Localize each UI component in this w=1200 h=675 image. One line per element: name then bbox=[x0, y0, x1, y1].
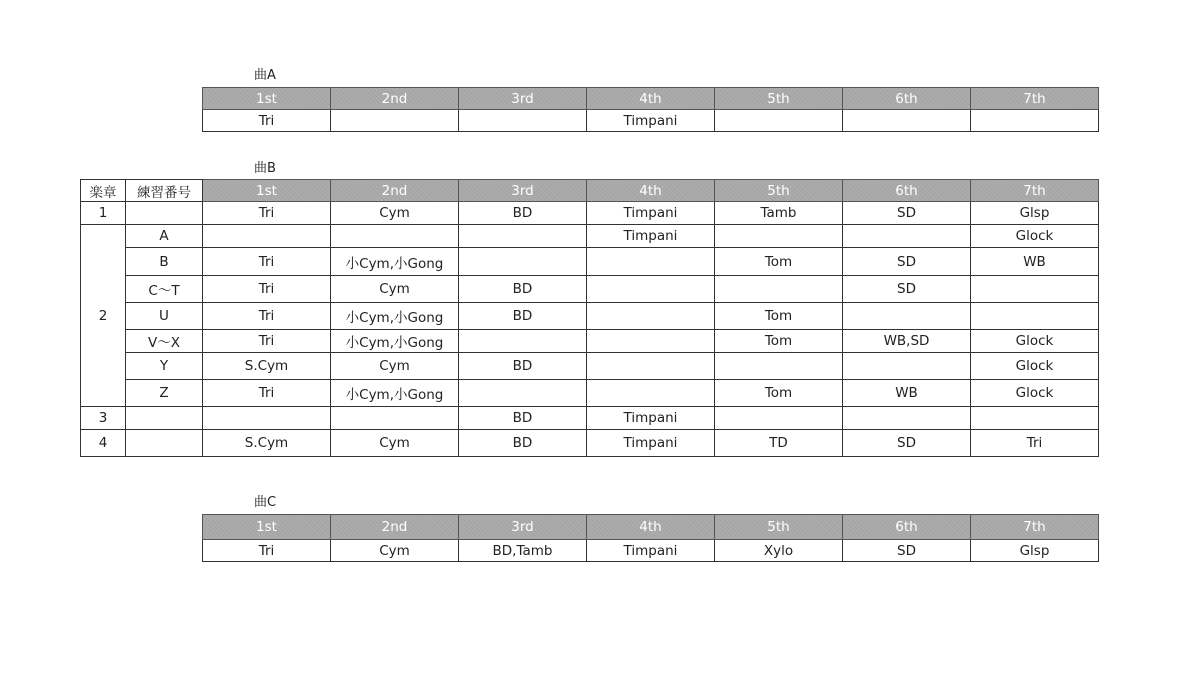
table-cell: Glock bbox=[971, 380, 1099, 407]
table-cell: BD bbox=[459, 430, 587, 457]
table-row bbox=[81, 430, 1099, 457]
header-cell: 4th bbox=[587, 180, 715, 202]
table-row bbox=[203, 540, 1099, 562]
table-cell: Cym bbox=[331, 540, 459, 562]
rehearsal-header: 練習番号 bbox=[126, 180, 203, 202]
header-cell: 4th bbox=[587, 515, 715, 540]
table-cell: 小Cym,小Gong bbox=[331, 303, 459, 330]
table-cell: Tri bbox=[203, 540, 331, 562]
header-cell: 7th bbox=[971, 515, 1099, 540]
table-cell: Tri bbox=[203, 276, 331, 303]
rehearsal-cell: C～T bbox=[126, 276, 203, 303]
table-cell bbox=[203, 407, 331, 430]
movement-cell: 4 bbox=[81, 430, 126, 457]
table-cell: Timpani bbox=[587, 540, 715, 562]
header-cell: 2nd bbox=[331, 515, 459, 540]
header-cell: 6th bbox=[843, 515, 971, 540]
table-cell: SD bbox=[843, 276, 971, 303]
table-cell: Tri bbox=[203, 330, 331, 353]
table-cell: Tri bbox=[203, 380, 331, 407]
table-cell: BD bbox=[459, 202, 587, 225]
table-cell: Tri bbox=[971, 430, 1099, 457]
table-cell bbox=[843, 303, 971, 330]
table-cell: BD bbox=[459, 407, 587, 430]
table-cell bbox=[587, 248, 715, 276]
table-cell: SD bbox=[843, 430, 971, 457]
table-row bbox=[81, 303, 1099, 330]
table-cell: WB bbox=[843, 380, 971, 407]
table-cell: 小Cym,小Gong bbox=[331, 248, 459, 276]
table-cell: BD bbox=[459, 276, 587, 303]
table-row bbox=[81, 380, 1099, 407]
table-cell bbox=[715, 407, 843, 430]
table-row bbox=[81, 407, 1099, 430]
header-cell: 5th bbox=[715, 515, 843, 540]
table-row bbox=[81, 248, 1099, 276]
rehearsal-cell: U bbox=[126, 303, 203, 330]
song-b-table bbox=[80, 179, 1099, 457]
table-cell: Glsp bbox=[971, 202, 1099, 225]
table-row bbox=[81, 202, 1099, 225]
header-cell: 1st bbox=[203, 515, 331, 540]
table-cell: Xylo bbox=[715, 540, 843, 562]
table-cell: Tri bbox=[203, 248, 331, 276]
table-cell bbox=[203, 225, 331, 248]
header-cell: 3rd bbox=[459, 515, 587, 540]
movement-cell: 1 bbox=[81, 202, 126, 225]
table-row bbox=[81, 353, 1099, 380]
table-cell: SD bbox=[843, 202, 971, 225]
song-a-title: 曲A bbox=[254, 68, 276, 83]
table-cell bbox=[971, 303, 1099, 330]
table-cell: Timpani bbox=[587, 110, 715, 132]
table-cell bbox=[587, 353, 715, 380]
table-cell: Cym bbox=[331, 276, 459, 303]
table-cell bbox=[587, 276, 715, 303]
header-cell: 7th bbox=[971, 180, 1099, 202]
table-cell: 小Cym,小Gong bbox=[331, 330, 459, 353]
table-cell bbox=[459, 110, 587, 132]
table-cell: SD bbox=[843, 540, 971, 562]
table-row bbox=[81, 225, 1099, 248]
header-cell: 7th bbox=[971, 88, 1099, 110]
table-cell bbox=[587, 303, 715, 330]
rehearsal-cell: A bbox=[126, 225, 203, 248]
table-cell: Tri bbox=[203, 110, 331, 132]
table-cell: Timpani bbox=[587, 407, 715, 430]
header-cell: 5th bbox=[715, 88, 843, 110]
song-c-title: 曲C bbox=[254, 495, 277, 510]
table-cell bbox=[459, 330, 587, 353]
table-cell: BD bbox=[459, 303, 587, 330]
table-row bbox=[81, 330, 1099, 353]
movement-header: 楽章 bbox=[81, 180, 126, 202]
table-cell: S.Cym bbox=[203, 353, 331, 380]
header-cell: 1st bbox=[203, 88, 331, 110]
header-cell: 3rd bbox=[459, 88, 587, 110]
table-cell bbox=[843, 407, 971, 430]
table-cell bbox=[331, 225, 459, 248]
table-cell bbox=[459, 248, 587, 276]
table-cell: WB bbox=[971, 248, 1099, 276]
table-cell bbox=[971, 407, 1099, 430]
table-cell: Tri bbox=[203, 202, 331, 225]
table-cell: Tom bbox=[715, 303, 843, 330]
table-cell: Tom bbox=[715, 330, 843, 353]
rehearsal-cell: V～X bbox=[126, 330, 203, 353]
rehearsal-cell: B bbox=[126, 248, 203, 276]
table-cell bbox=[715, 225, 843, 248]
song-a-table bbox=[202, 87, 1099, 132]
table-cell: Tom bbox=[715, 248, 843, 276]
header-cell: 1st bbox=[203, 180, 331, 202]
rehearsal-cell bbox=[126, 202, 203, 225]
table-cell bbox=[459, 225, 587, 248]
table-cell bbox=[331, 110, 459, 132]
rehearsal-cell: Z bbox=[126, 380, 203, 407]
table-cell bbox=[587, 380, 715, 407]
table-cell: Glock bbox=[971, 330, 1099, 353]
table-cell: S.Cym bbox=[203, 430, 331, 457]
table-cell bbox=[715, 276, 843, 303]
table-header-row bbox=[203, 88, 1099, 110]
table-cell: Glock bbox=[971, 353, 1099, 380]
table-cell bbox=[715, 110, 843, 132]
header-cell: 2nd bbox=[331, 180, 459, 202]
table-cell bbox=[459, 380, 587, 407]
table-cell: Glsp bbox=[971, 540, 1099, 562]
table-cell: Tamb bbox=[715, 202, 843, 225]
header-cell: 2nd bbox=[331, 88, 459, 110]
rehearsal-cell bbox=[126, 430, 203, 457]
header-cell: 3rd bbox=[459, 180, 587, 202]
table-cell bbox=[843, 353, 971, 380]
table-cell: TD bbox=[715, 430, 843, 457]
table-row bbox=[81, 276, 1099, 303]
song-b-title: 曲B bbox=[254, 161, 276, 176]
table-cell: BD,Tamb bbox=[459, 540, 587, 562]
rehearsal-cell bbox=[126, 407, 203, 430]
movement-cell: 2 bbox=[81, 225, 126, 407]
table-cell bbox=[715, 353, 843, 380]
header-cell: 4th bbox=[587, 88, 715, 110]
table-cell: BD bbox=[459, 353, 587, 380]
movement-cell: 3 bbox=[81, 407, 126, 430]
table-cell: Glock bbox=[971, 225, 1099, 248]
header-cell: 6th bbox=[843, 88, 971, 110]
table-cell: Timpani bbox=[587, 202, 715, 225]
table-header-row bbox=[81, 180, 1099, 202]
rehearsal-cell: Y bbox=[126, 353, 203, 380]
table-cell: Timpani bbox=[587, 430, 715, 457]
table-cell bbox=[971, 110, 1099, 132]
table-cell: 小Cym,小Gong bbox=[331, 380, 459, 407]
table-header-row bbox=[203, 515, 1099, 540]
table-cell: Cym bbox=[331, 353, 459, 380]
table-cell: Timpani bbox=[587, 225, 715, 248]
table-cell bbox=[331, 407, 459, 430]
table-cell: SD bbox=[843, 248, 971, 276]
table-cell bbox=[587, 330, 715, 353]
table-cell: Cym bbox=[331, 430, 459, 457]
table-cell: Cym bbox=[331, 202, 459, 225]
table-cell bbox=[971, 276, 1099, 303]
header-cell: 6th bbox=[843, 180, 971, 202]
table-cell bbox=[843, 225, 971, 248]
table-cell: Tom bbox=[715, 380, 843, 407]
table-cell: WB,SD bbox=[843, 330, 971, 353]
table-cell bbox=[843, 110, 971, 132]
table-row bbox=[203, 110, 1099, 132]
header-cell: 5th bbox=[715, 180, 843, 202]
table-cell: Tri bbox=[203, 303, 331, 330]
song-c-table bbox=[202, 514, 1099, 562]
